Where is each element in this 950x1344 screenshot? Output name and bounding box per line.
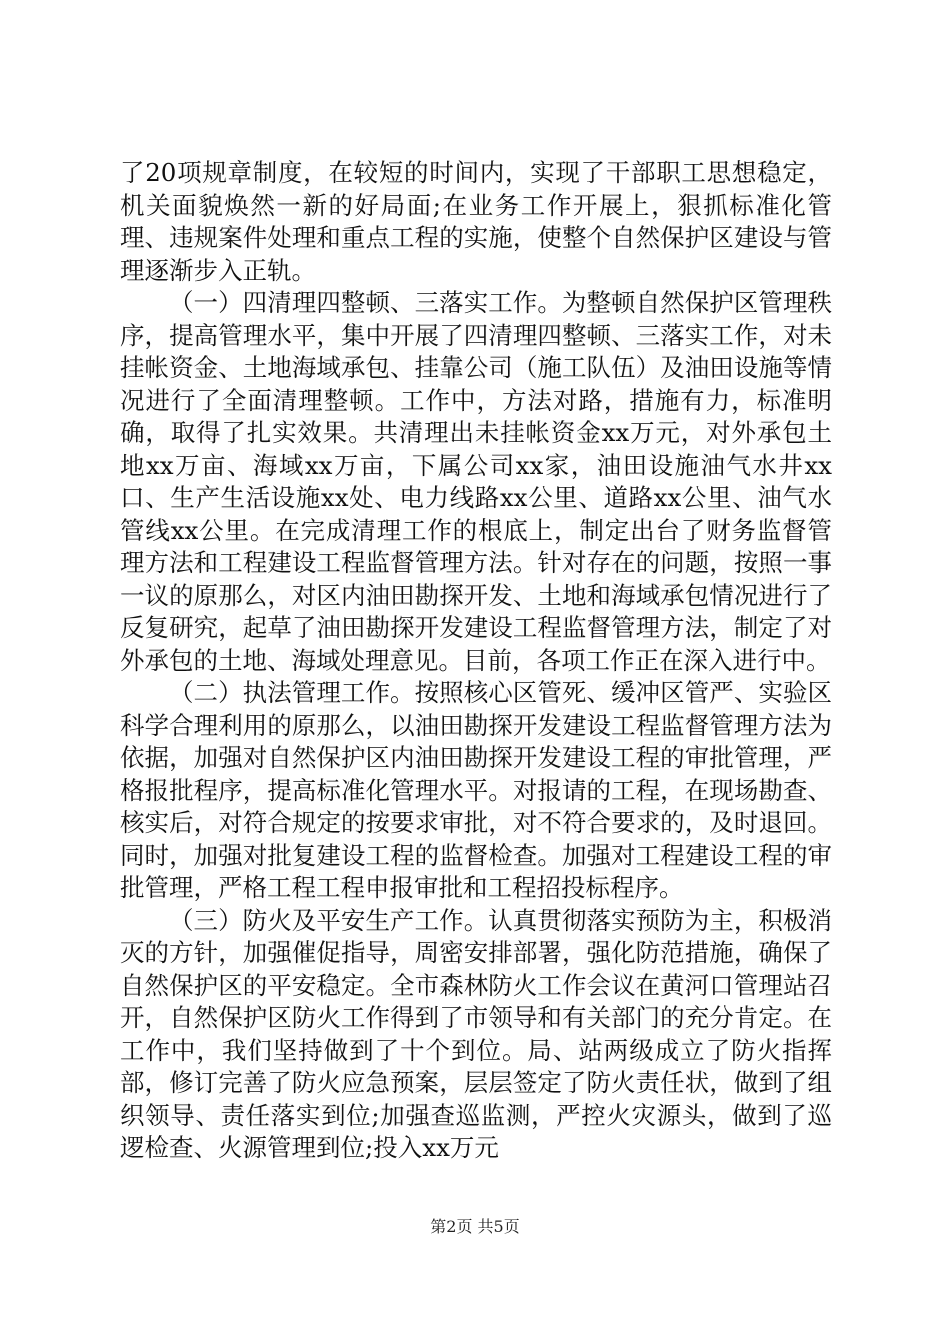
paragraph-continuation: 了20项规章制度，在较短的时间内，实现了干部职工思想稳定，机关面貌焕然一新的好局面;在业务工作开展上，狠抓标准化管理、违规案件处理和重点工程的实施，使整个自然保护区建设与管理逐渐步入正轨。: [120, 158, 832, 285]
document-body: [120, 157, 832, 1165]
page-number-label: 第2页 共5页: [430, 1217, 520, 1236]
paragraph-section-3: （三）防火及平安生产工作。认真贯彻落实预防为主，积极消灭的方针，加强催促指导，周密安排部署，强化防范措施，确保了自然保护区的平安稳定。全市森林防火工作会议在黄河口管理站召开，自然保护区防火工作得到了市领导和有关部门的充分肯定。在工作中，我们坚持做到了十个到位。局、站两级成立了防火指挥部，修订完善了防火应急预案，层层签定了防火责任状，做到了组织领导、责任落实到位;加强查巡监测，严控火灾源头，做到了巡逻检查、火源管理到位;投入xx万元: [120, 905, 832, 1162]
paragraph-section-1: （一）四清理四整顿、三落实工作。为整顿自然保护区管理秩序，提高管理水平，集中开展了四清理四整顿、三落实工作，对未挂帐资金、土地海域承包、挂靠公司（施工队伍）及油田设施等情况进行了全面清理整顿。工作中，方法对路，措施有力，标准明确，取得了扎实效果。共清理出未挂帐资金xx万元，对外承包土地xx万亩、海域xx万亩，下属公司xx家，油田设施油气水井xx口、生产生活设施xx处、电力线路xx公里、道路xx公里、油气水管线xx公里。在完成清理工作的根底上，制定出台了财务监督管理方法和工程建设工程监督管理方法。针对存在的问题，按照一事一议的原那么，对区内油田勘探开发、土地和海域承包情况进行了反复研究，起草了油田勘探开发建设工程监督管理方法，制定了对外承包的土地、海域处理意见。目前，各项工作正在深入进行中。: [120, 288, 832, 675]
paragraph-section-2: （二）执法管理工作。按照核心区管死、缓冲区管严、实验区科学合理利用的原那么，以油田勘探开发建设工程监督管理方法为依据，加强对自然保护区内油田勘探开发建设工程的审批管理，严格报批程序，提高标准化管理水平。对报请的工程，在现场勘查、核实后，对符合规定的按要求审批，对不符合要求的，及时退回。同时，加强对批复建设工程的监督检查。加强对工程建设工程的审批管理，严格工程工程申报审批和工程招投标程序。: [120, 678, 832, 902]
page-footer: [0, 1214, 950, 1237]
